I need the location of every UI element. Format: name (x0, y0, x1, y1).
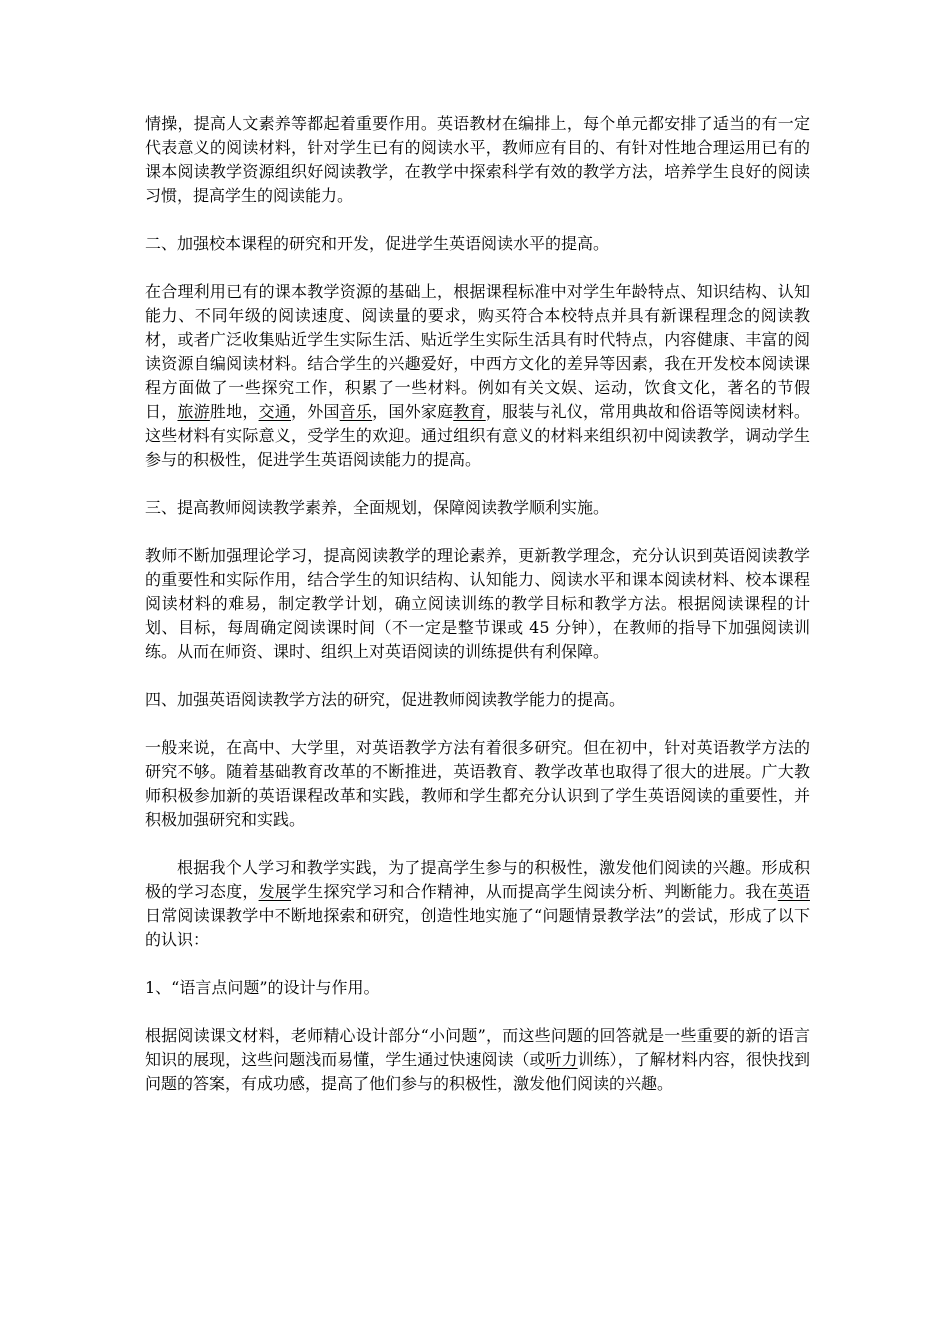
text-segment: ，服装与礼仪，常用典故和俗语等阅读材料。这些材料有实际意义，受学生的欢迎。通过组织有意义的材料来组织初中阅读教学，调动学生参与的积极性，促进学生英语阅读能力的提高。 (145, 402, 810, 469)
link-education[interactable]: 教育 (453, 402, 486, 421)
paragraph-school-curriculum (145, 280, 810, 472)
paragraph-intro-continuation: 情操，提高人文素养等都起着重要作用。英语教材在编排上，每个单元都安排了适当的有一定代表意义的阅读材料，针对学生已有的阅读水平，教师应有目的、有针对性地合理运用已有的课本阅读教学资源组织好阅读教学，在教学中探索科学有效的教学方法，培养学生良好的阅读习惯，提高学生的阅读能力。 (145, 114, 810, 205)
section-heading-2: 二、加强校本课程的研究和开发，促进学生英语阅读水平的提高。 (145, 234, 610, 253)
text-segment: 根据阅读课文材料，老师精心设计部分“小问题”，而这些问题的回答就是一些重要的新的语言知识的展现，这些问题浅而易懂，学生通过快速阅读（或 (145, 1026, 810, 1069)
link-tourism[interactable]: 旅游 (177, 402, 210, 421)
link-music[interactable]: 音乐 (339, 402, 373, 421)
text-segment: 日常阅读课教学中不断地探索和研究，创造性地实施了“问题情景教学法”的尝试，形成了以下的认识： (145, 906, 810, 949)
section-heading-3: 三、提高教师阅读教学素养，全面规划，保障阅读教学顺利实施。 (145, 498, 610, 517)
text-segment: 在合理利用已有的课本教学资源的基础上，根据课程标准中对学生年龄特点、知识结构、认知能力、不同年级的阅读速度、阅读量的要求，购买符合本校特点并具有新课程理念的阅读教材，或者广泛收集贴近学生实际生活、贴近学生实际生活具有时代特点，内容健康、丰富的阅读资源自编阅读材料。结合学生的兴趣爱好，中西方文化的差异等因素，我在开发校本阅读课程方面做了一些探究工作，积累了一些材料。例如有关文娱、运动，饮食文化，著名的节假日， (145, 282, 810, 421)
text-segment: 学生探究学习和合作精神，从而提高学生阅读分析、判断能力。我在 (291, 882, 778, 901)
link-development[interactable]: 发展 (258, 882, 292, 901)
text-segment: 训练），了解材料内容，很快找到问题的答案，有成功感，提高了他们参与的积极性，激发他们阅读的兴趣。 (145, 1050, 810, 1093)
paragraph-language-point-questions (145, 1024, 810, 1096)
section-heading-4: 四、加强英语阅读教学方法的研究，促进教师阅读教学能力的提高。 (145, 690, 626, 709)
text-segment: ，外国 (291, 402, 340, 421)
paragraph-teaching-methods: 一般来说，在高中、大学里，对英语教学方法有着很多研究。但在初中，针对英语教学方法的研究不够。随着基础教育改革的不断推进，英语教育、教学改革也取得了很大的进展。广大教师积极参加新的英语课程改革和实践，教师和学生都充分认识到了学生英语阅读的重要性，并积极加强研究和实践。 (145, 738, 810, 829)
subsection-heading-1: 1、“语言点问题”的设计与作用。 (145, 978, 380, 997)
text-segment: 胜地， (209, 402, 259, 421)
paragraph-teacher-literacy: 教师不断加强理论学习，提高阅读教学的理论素养，更新教学理念，充分认识到英语阅读教学的重要性和实际作用，结合学生的知识结构、认知能力、阅读水平和课本阅读材料、校本课程阅读材料的难易，制定教学计划，确立阅读训练的教学目标和教学方法。根据阅读课程的计划、目标，每周确定阅读课时间（不一定是整节课或 45 分钟），在教师的指导下加强阅读训练。从而在师资、课时、组织上对英语阅读的训练提供有利保障。 (145, 546, 810, 661)
link-english[interactable]: 英语 (777, 882, 810, 901)
document-page (145, 112, 810, 1120)
link-transport[interactable]: 交通 (258, 402, 292, 421)
paragraph-personal-practice (145, 856, 810, 952)
link-listening[interactable]: 听力 (545, 1050, 578, 1069)
text-segment: 根据我个人学习和教学实践，为了提高学生参与的积极性，激发他们阅读的兴趣。形成积极的学习态度， (145, 858, 810, 901)
text-segment: ，国外家庭 (372, 402, 454, 421)
